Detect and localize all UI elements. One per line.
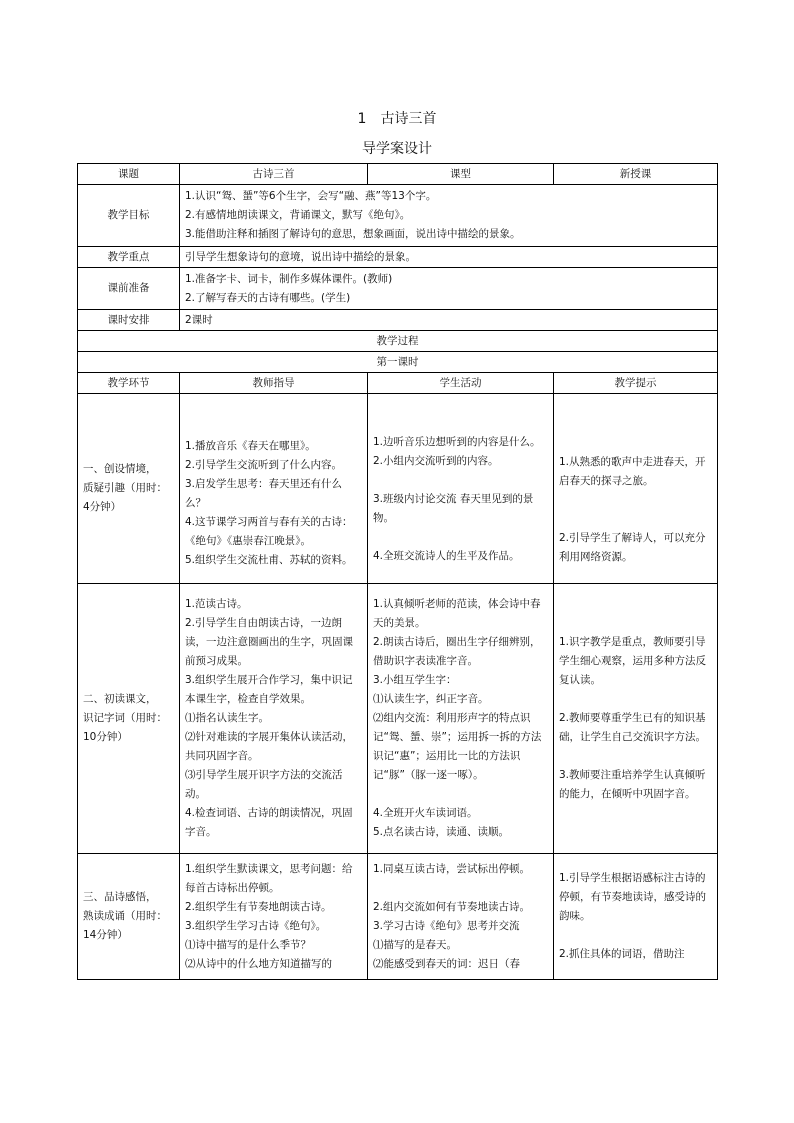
stage-line: 4分钟） [83,501,122,513]
student-cell [368,854,554,980]
document-subtitle: 导学案设计 [362,141,432,157]
teacher-line: 1.范读古诗。 [185,598,248,610]
student-line: ⑵组内交流：利用形声字的特点识记“鸳、蜑、崇”；运用拆一拆的方法识记“惠”；运用比一比的方法识记“豚”（豚一逐一啄）。 [373,712,542,781]
label-goals: 教学目标 [78,185,180,247]
teacher-line: 2.引导学生自由朗读古诗，一边朗读，一边注意圈画出的生字，巩固课前预习成果。 [185,617,353,667]
student-cell [368,584,554,854]
student-line: 4.全班开火车读词语。 [373,807,478,819]
tip-line: 2.抓住具体的词语，借助注 [559,948,685,960]
tips-cell [554,394,718,584]
stage-line: 熟读成诵（用时： [83,910,167,922]
teacher-line: 1.组织学生默读课文，思考问题：给每首古诗标出停顿。 [185,862,353,894]
type-value: 新授课 [554,164,718,185]
prep-line: 2.了解写春天的古诗有哪些。(学生) [185,291,351,304]
topic-value: 古诗三首 [180,164,368,185]
table-row [78,394,718,584]
student-line: ⑴描写的是春天。 [373,938,457,951]
student-line: 3.学习古诗《绝句》思考并交流 [373,919,520,932]
goal-line: 3.能借助注释和插图了解诗句的意思，想象画面，说出诗中描绘的景象。 [185,228,521,240]
student-line: 2.小组内交流听到的内容。 [373,455,499,467]
tip-line: 1.从熟悉的歌声中走进春天，开启春天的探寻之旅。 [559,455,706,487]
stage-cell [78,394,180,584]
teacher-cell [180,584,368,854]
prep-line: 1.准备字卡、词卡，制作多媒体课件。(教师) [185,272,393,285]
stage-line: 一、创设情境， [83,463,157,475]
student-line: 1.认真倾听老师的范读，体会诗中春天的美景。 [373,598,541,629]
stage-line: 质疑引趣（用时： [83,482,167,494]
stage-line: 识记字词（用时： [83,712,167,724]
key-value: 引导学生想象诗句的意境，说出诗中描绘的景象。 [180,247,718,268]
header-student: 学生活动 [368,373,554,394]
student-line: ⑵能感受到春天的词：迟日（春 [373,957,520,970]
label-topic: 课题 [78,164,180,185]
student-line: 1.边听音乐边想听到的内容是什么。 [373,436,541,448]
student-line: 3.班级内讨论交流 春天里见到的景物。 [373,493,534,524]
goal-line: 2.有感情地朗读课文，背诵课文，默写《绝句》。 [185,209,411,221]
stage-cell [78,854,180,980]
student-line: 3.小组互学生字： [373,674,457,686]
stage-line: 14分钟） [83,929,128,941]
stage-line: 三、品诗感悟， [83,891,157,903]
student-line: 4.全班交流诗人的生平及作品。 [373,550,520,562]
student-line: 2.组内交流如何有节奏地读古诗。 [373,900,531,913]
tip-line: 1.识字教学是重点，教师要引导学生细心观察，运用多种方法反复认读。 [559,636,706,686]
teacher-cell [180,394,368,584]
period-title: 第一课时 [78,352,718,373]
tip-line: 1.引导学生根据语感标注古诗的停顿，有节奏地读诗，感受诗的韵味。 [559,872,706,922]
label-key: 教学重点 [78,247,180,268]
goal-line: 1.认识“鸳、蜑”等6个生字，会写“融、燕”等13个字。 [185,190,437,202]
teacher-line: ⑵针对难读的字展开集体认读活动，共同巩固字音。 [185,731,353,762]
tip-line: 2.引导学生了解诗人，可以充分利用网络资源。 [559,531,706,563]
teacher-line: ⑶引导学生展开识字方法的交流活动。 [185,769,343,800]
process-title: 教学过程 [78,331,718,352]
teacher-line: 2.组织学生有节奏地朗读古诗。 [185,900,332,913]
teacher-line: 3.组织学生学习古诗《绝句》。 [185,919,327,932]
student-line: 2.朗读古诗后，圈出生字仔细辨别，借助识字表读准字音。 [373,636,541,667]
teacher-line: 5.组织学生交流杜甫、苏轼的资料。 [185,554,353,566]
teacher-cell [180,854,368,980]
table-row [78,584,718,854]
teacher-line: 4.这节课学习两首与春有关的古诗：《绝句》《惠崇春江晚景》。 [185,516,353,547]
student-line: 1.同桌互读古诗，尝试标出停顿。 [373,862,531,875]
tip-line: 3.教师要注重培养学生认真倾听的能力，在倾听中巩固字音。 [559,769,706,800]
time-value: 2课时 [180,310,718,331]
header-teacher: 教师指导 [180,373,368,394]
teacher-line: ⑴诗中描写的是什么季节？ [185,938,311,951]
header-stage: 教学环节 [78,373,180,394]
teacher-line: 4.检查词语、古诗的朗读情况，巩固字音。 [185,807,353,838]
student-line: 5.点名读古诗，读通、读顺。 [373,826,510,838]
table-row [78,854,718,980]
teacher-line: ⑴指名认读生字。 [185,712,269,724]
prep-cell [180,268,718,310]
label-type: 课型 [368,164,554,185]
teacher-line: 3.启发学生思考：春天里还有什么么？ [185,478,343,509]
label-time: 课时安排 [78,310,180,331]
teacher-line: ⑵从诗中的什么地方知道描写的 [185,957,332,970]
lesson-plan-table [77,163,718,980]
goals-cell [180,185,718,247]
tips-cell [554,854,718,980]
header-tips: 教学提示 [554,373,718,394]
stage-line: 10分钟） [83,731,128,743]
stage-cell [78,584,180,854]
lesson-title: 1 古诗三首 [357,111,437,127]
student-cell [368,394,554,584]
student-line: ⑴认读生字，纠正字音。 [373,693,489,705]
teacher-line: 1.播放音乐《春天在哪里》。 [185,440,316,452]
stage-line: 二、初读课文， [83,693,157,705]
label-prep: 课前准备 [78,268,180,310]
teacher-line: 3.组织学生展开合作学习，集中识记本课生字，检查自学效果。 [185,674,353,705]
teacher-line: 2.引导学生交流听到了什么内容。 [185,459,343,471]
tips-cell [554,584,718,854]
tip-line: 2.教师要尊重学生已有的知识基础，让学生自己交流识字方法。 [559,712,706,743]
